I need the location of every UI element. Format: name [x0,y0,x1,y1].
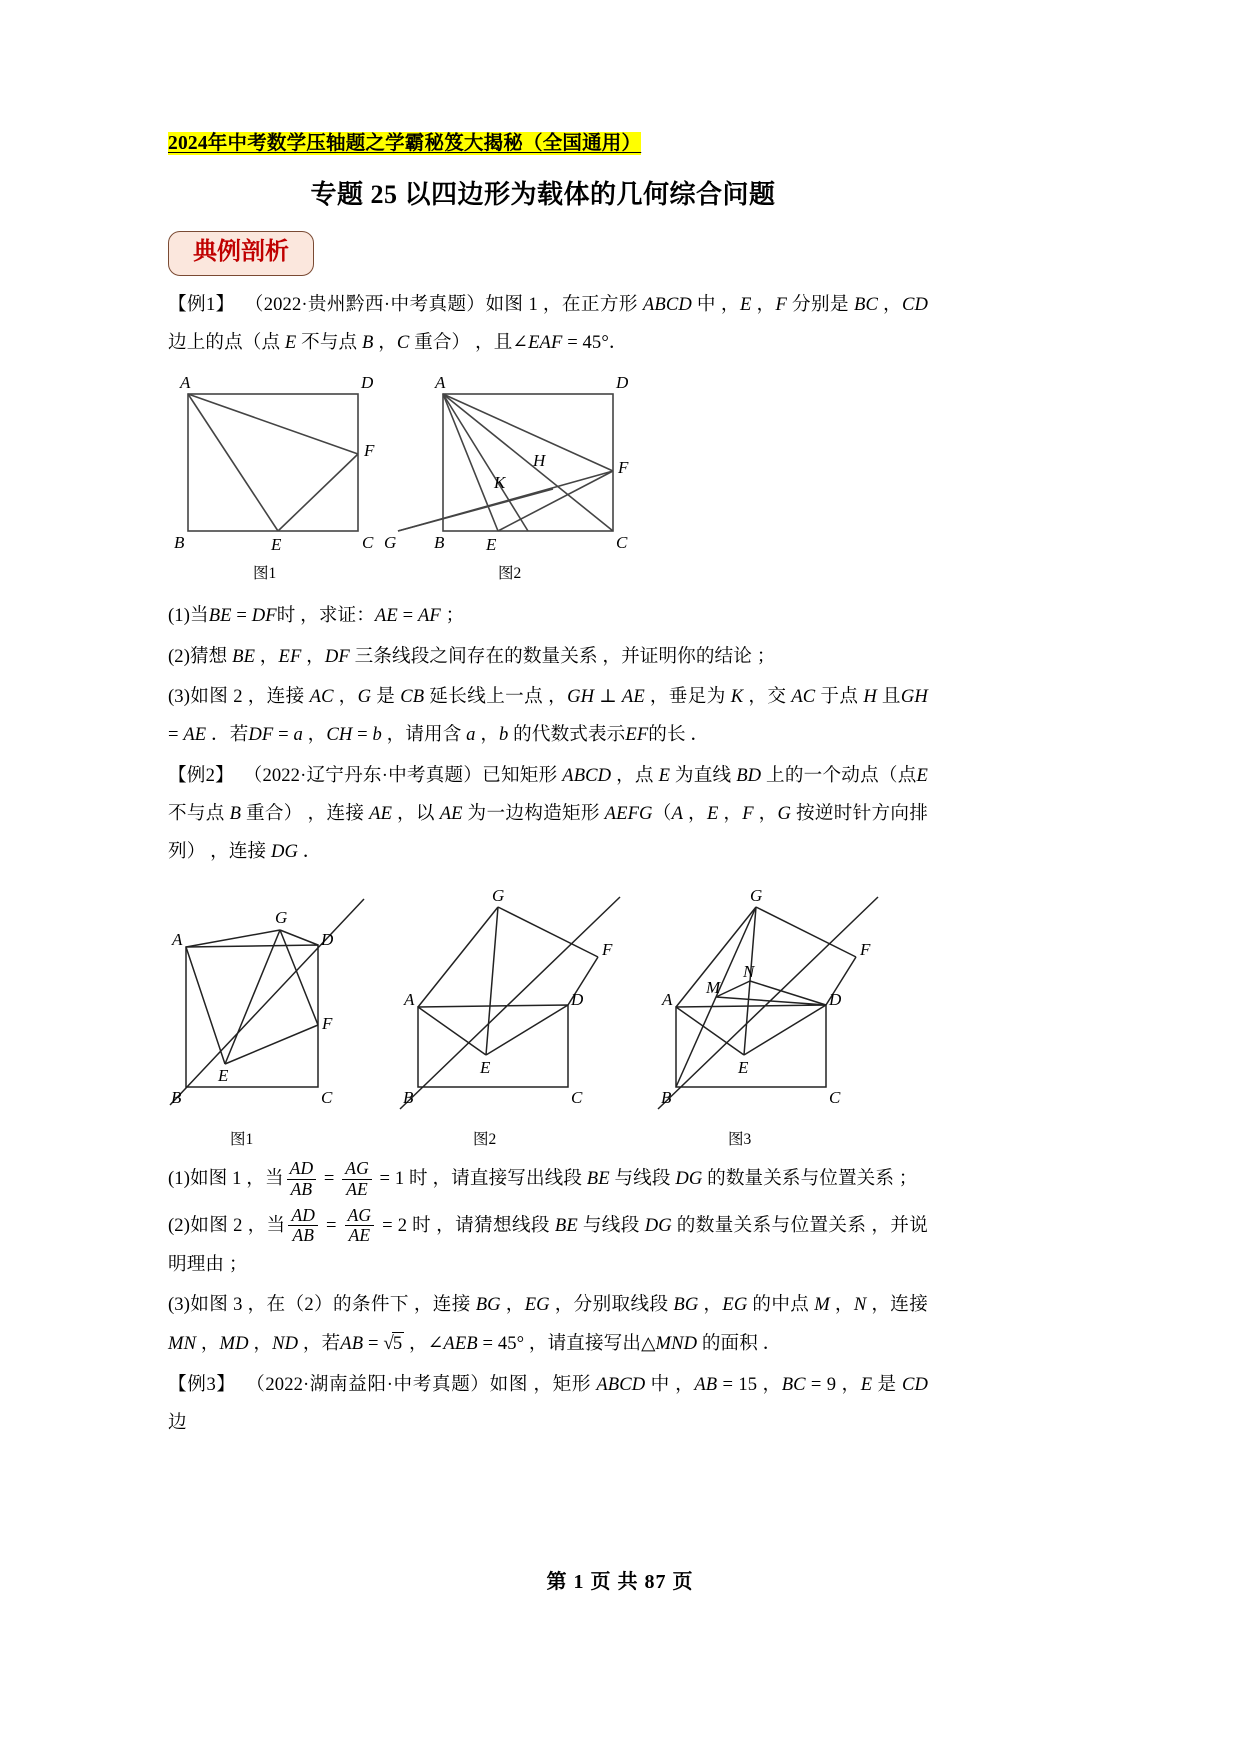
t: MN [168,1333,197,1355]
t: F [775,293,787,315]
e2-fig3-label-B: B [661,1088,672,1108]
t: AE [183,724,207,746]
t: = 1 时 ，请直接写出线段 [374,1168,587,1190]
t: DG [675,1168,703,1190]
example1-tag: 【例1】 [168,293,235,315]
t: E [916,764,928,786]
t: = 45°． [562,332,628,354]
fig2-label-G: G [384,533,397,553]
t: 的中点 [747,1294,815,1316]
t: (3)如图 2 ，连接 [168,685,310,707]
t: 的代数式表示 [508,724,626,746]
page-footer: 第 1 页 共 87 页 [546,1571,694,1593]
example2-figure-captions [168,1127,928,1153]
fig1-label-D: D [361,376,374,393]
t: 与线段 [609,1168,676,1190]
t: ， [751,293,776,315]
radical-sign: √ [383,1333,394,1355]
t: ， [753,802,778,824]
t: 列） ，连接 [168,841,271,863]
fraction-denominator: AE [345,1225,375,1246]
t: 时 ，求证： [276,605,375,627]
e2-fig3-label-F: F [860,940,871,960]
e2-fig1-label-F: F [322,1014,333,1034]
e2-fig3-label-G: G [750,887,763,906]
t: 按逆时针方向排 [791,802,928,824]
t: BE [208,605,232,627]
document-banner [168,132,928,156]
t: ， [248,1333,273,1355]
t: = [363,1333,384,1355]
t: AC [791,685,816,707]
t: 的数量关系与位置关系 ，并说 [671,1214,928,1236]
example2-figure-svg [168,887,928,1127]
t: AF [417,605,441,627]
example2-q2 [168,1206,928,1284]
t: GH [900,685,928,707]
t: EF [625,724,649,746]
t: = 15 ， [717,1373,782,1395]
t: ，若 [298,1333,341,1355]
t: BE [554,1214,578,1236]
t: F [742,802,754,824]
t: EG [722,1294,748,1316]
t: ，点 [611,764,659,786]
t: 不与点 [296,332,362,354]
fig2-label-K: K [494,473,506,493]
t: DG [644,1214,672,1236]
fig1-label-A: A [180,376,191,393]
fraction-ad-ab [288,1206,318,1246]
t: ； [440,605,465,627]
t: (1)如图 1 ，当 [168,1168,284,1190]
radicand: 5 [392,1333,403,1355]
page-title: 专题 25 以四边形为载体的几何综合问题 [310,180,776,210]
fig1-label-F: F [364,441,375,461]
fraction-ag-ae [345,1206,375,1246]
t: ， [302,724,327,746]
t: ， [196,1333,220,1355]
section-badge-wrap [168,231,928,275]
t: 已知矩形 [482,764,563,786]
fig2-label-F: F [618,458,629,478]
fraction-numerator: AG [345,1158,369,1179]
t: ， [698,1294,723,1316]
t: (2)如图 2 ，当 [168,1214,286,1236]
t: ， [333,685,358,707]
example1-figures [168,376,928,587]
t: BC [781,1373,806,1395]
t: AE [439,802,463,824]
t: 如图 1 ，在正方形 [485,293,643,315]
t: = [321,1214,342,1236]
t: 的长 ． [648,724,710,746]
example2-tag: 【例2】 [168,764,234,786]
t: 不与点 [168,802,230,824]
t: ， [255,645,279,667]
t: ND [272,1333,299,1355]
t: = [168,724,184,746]
example1-q1 [168,597,928,635]
t: b [499,724,509,746]
fig2-label-C: C [616,533,628,553]
t: ．若 [206,724,249,746]
t: = [273,724,294,746]
t: (3)如图 3 ，在（2）的条件下 ，连接 [168,1294,476,1316]
example2-figures [168,887,928,1153]
t: ， [829,1294,854,1316]
t: 上的一个动点（点 [761,764,917,786]
t: 中 ， [691,293,740,315]
example3-statement [168,1366,928,1443]
fraction-numerator: AD [291,1204,316,1225]
fraction-denominator: AB [287,1179,317,1200]
t: EG [524,1294,550,1316]
e2-fig1-label-E: E [218,1066,229,1086]
example2-source: （2022·辽宁丹东·中考真题） [243,764,483,786]
t: CB [400,685,425,707]
t: B [229,802,242,824]
t: 的面积 ． [697,1333,782,1355]
example2-statement [168,757,928,872]
t: 边 [168,1412,187,1433]
t: 明理由 ； [168,1253,248,1275]
t: AE [369,802,393,824]
e2-fig3-label-E: E [738,1058,749,1078]
t: E [860,1373,873,1395]
t: H [863,685,877,707]
example3-tag: 【例3】 [168,1373,236,1395]
t: ，分别取线段 [549,1294,674,1316]
t: ， [373,332,397,354]
e2-fig3-label-M: M [706,978,721,998]
t: ABCD [562,764,612,786]
e2-fig1-label-B: B [171,1088,182,1108]
figure-caption: 图1 [230,1131,254,1149]
figure-caption: 图1 [253,565,277,583]
t: E [284,332,297,354]
t: BD [736,764,762,786]
t: BG [475,1294,501,1316]
t: MND [655,1333,698,1355]
t: ABCD [596,1373,646,1395]
t: ，垂足为 [644,685,731,707]
t: G [357,685,372,707]
fig2-label-A: A [435,376,446,393]
t: 于点 [815,685,864,707]
t: (1)当 [168,605,209,627]
example2-q1 [168,1159,928,1199]
t: = 45° ，请直接写出△ [477,1333,656,1355]
example1-statement [168,286,928,363]
t: ，请用含 [381,724,467,746]
t: = [397,605,418,627]
t: A [671,802,684,824]
fraction-ag-ae [342,1159,372,1199]
fraction-numerator: AD [289,1158,314,1179]
e2-fig3-label-A: A [662,990,673,1010]
example1-figure-svg [168,376,928,561]
t: MD [219,1333,249,1355]
t: = 9 ， [805,1373,861,1395]
fig1-label-B: B [174,533,185,553]
t: ， [877,293,902,315]
figure-caption: 图2 [473,1131,497,1149]
e2-fig2-label-G: G [492,887,505,906]
t: (2)猜想 [168,645,233,667]
t: K [730,685,744,707]
e2-fig2-label-F: F [602,940,613,960]
t: 延长线上一点 ， [424,685,568,707]
t: 为直线 [670,764,737,786]
t: a [466,724,476,746]
e2-fig3-label-C: C [829,1088,841,1108]
t: 重合） ，连接 [241,802,370,824]
example2-q3 [168,1286,928,1364]
t: 是 [872,1373,902,1395]
t: 重合） ，且∠ [409,332,529,354]
t: 的数量关系与位置关系 ； [702,1168,918,1190]
t: = [352,724,373,746]
t: = 2 时 ，请猜想线段 [377,1214,555,1236]
t: 边上的点（点 [168,332,285,354]
e2-fig1-label-A: A [172,930,183,950]
t: ，∠ [404,1333,444,1355]
t: 三条线段之间存在的数量关系 ，并证明你的结论 ； [349,645,776,667]
t: ，交 [743,685,792,707]
fig2-label-H: H [533,451,546,471]
t: AEFG [604,802,653,824]
t: 如图 ，矩形 [489,1373,597,1395]
page-content [168,0,928,1442]
t: C [396,332,410,354]
fig1-label-C: C [362,533,374,553]
e2-fig2-label-A: A [404,990,415,1010]
t: BE [232,645,256,667]
fraction-ad-ab [287,1159,317,1199]
figure-caption: 图2 [498,565,522,583]
e2-fig2-label-E: E [480,1058,491,1078]
t: G [777,802,792,824]
t: 为一边构造矩形 [462,802,605,824]
t: EF [278,645,302,667]
banner-text: 2024年中考数学压轴题之学霸秘笈大揭秘（全国通用） [168,133,642,154]
t: ，连接 [866,1294,928,1316]
fraction-denominator: AE [342,1179,372,1200]
e2-fig2-label-B: B [403,1088,414,1108]
t: （ [652,802,672,824]
t: DG [270,841,299,863]
example1-q3 [168,678,928,755]
t: 分别是 [786,293,854,315]
t: AC [309,685,334,707]
t: ， [475,724,500,746]
t: DF [248,724,274,746]
e2-fig1-label-D: D [321,930,334,950]
t: ， [500,1294,525,1316]
e2-fig1-label-C: C [321,1088,333,1108]
t: ， [683,802,707,824]
fig1-label-E: E [271,535,282,555]
t: ，以 [392,802,440,824]
t: = [319,1168,340,1190]
t: DF [251,605,277,627]
t: ， [301,645,325,667]
t: CD [902,293,929,315]
t: BC [853,293,878,315]
example1-figure-captions [168,561,928,587]
t: 且 [876,685,901,707]
t: E [658,764,671,786]
t: AEB [443,1333,478,1355]
e2-fig3-label-D: D [829,990,842,1010]
t: N [853,1294,867,1316]
t: EAF [528,332,563,354]
t: M [814,1294,830,1316]
t: CH [326,724,353,746]
t: E [706,802,719,824]
sqrt-expression [383,1324,404,1363]
e2-fig3-label-N: N [743,962,755,982]
t: ⊥ [594,685,622,707]
t: AB [340,1333,364,1355]
t: = [231,605,252,627]
t: a [293,724,303,746]
t: b [372,724,382,746]
t: AE [621,685,645,707]
e2-fig2-label-C: C [571,1088,583,1108]
t: 中 ， [645,1373,695,1395]
t: 是 [371,685,401,707]
e2-fig1-label-G: G [275,908,288,928]
t: DF [324,645,350,667]
t: GH [567,685,595,707]
t: E [739,293,752,315]
example1-q2 [168,638,928,676]
e2-fig2-label-D: D [571,990,584,1010]
t: CD [901,1373,928,1395]
t: AE [374,605,398,627]
fraction-numerator: AG [347,1204,372,1225]
section-badge: 典例剖析 [168,231,314,275]
t: AB [694,1373,718,1395]
t: BG [673,1294,699,1316]
figure-caption: 图3 [728,1131,752,1149]
fig2-label-E: E [486,535,497,555]
t: B [361,332,374,354]
t: ABCD [642,293,692,315]
fig2-label-D: D [616,376,629,393]
t: ． [298,841,322,863]
t: 与线段 [577,1214,645,1236]
fraction-denominator: AB [288,1225,318,1246]
fig2-label-B: B [434,533,445,553]
example1-source: （2022·贵州黔西·中考真题） [244,293,486,315]
t: BE [586,1168,610,1190]
example3-source: （2022·湖南益阳·中考真题） [246,1373,490,1395]
t: ， [718,802,743,824]
